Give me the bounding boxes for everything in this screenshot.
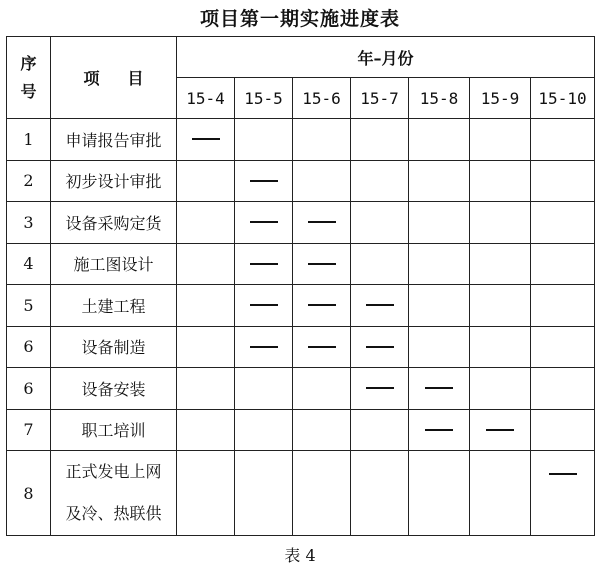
seq-header-top: 序 — [20, 53, 37, 73]
seq-header — [7, 37, 51, 119]
schedule-cell-15-6 — [293, 409, 351, 451]
row-task: 设备安装 — [51, 368, 177, 410]
schedule-cell-15-8 — [409, 285, 470, 327]
table-row — [7, 202, 595, 244]
schedule-cell-15-4 — [177, 368, 235, 410]
schedule-bar — [549, 473, 577, 475]
schedule-cell-15-6 — [293, 243, 351, 285]
schedule-cell-15-10 — [531, 285, 595, 327]
schedule-cell-15-7 — [351, 119, 409, 161]
schedule-cell-15-6 — [293, 119, 351, 161]
month-header-15-9: 15-9 — [470, 78, 531, 119]
schedule-cell-15-7 — [351, 326, 409, 368]
row-seq: 5 — [7, 285, 51, 327]
schedule-cell-15-5 — [235, 451, 293, 536]
table-row — [7, 285, 595, 327]
schedule-cell-15-4 — [177, 160, 235, 202]
schedule-cell-15-7 — [351, 451, 409, 536]
schedule-cell-15-10 — [531, 202, 595, 244]
row-task: 土建工程 — [51, 285, 177, 327]
row-seq: 4 — [7, 243, 51, 285]
schedule-cell-15-8 — [409, 202, 470, 244]
schedule-cell-15-5 — [235, 202, 293, 244]
row-task: 初步设计审批 — [51, 160, 177, 202]
item-header-a: 项 — [83, 69, 100, 88]
row-seq: 6 — [7, 326, 51, 368]
row-seq: 6 — [7, 368, 51, 410]
row-task: 职工培训 — [51, 409, 177, 451]
schedule-cell-15-4 — [177, 243, 235, 285]
schedule-cell-15-7 — [351, 202, 409, 244]
schedule-cell-15-5 — [235, 243, 293, 285]
schedule-cell-15-8 — [409, 368, 470, 410]
table-row — [7, 326, 595, 368]
schedule-cell-15-9 — [470, 285, 531, 327]
month-header-15-7: 15-7 — [351, 78, 409, 119]
schedule-cell-15-9 — [470, 409, 531, 451]
schedule-bar — [366, 387, 394, 389]
row-task: 施工图设计 — [51, 243, 177, 285]
schedule-bar — [192, 138, 220, 140]
schedule-cell-15-7 — [351, 160, 409, 202]
schedule-bar — [308, 304, 336, 306]
schedule-cell-15-4 — [177, 119, 235, 161]
schedule-cell-15-10 — [531, 160, 595, 202]
row-task-line2: 及冷、热联供 — [65, 504, 162, 523]
schedule-cell-15-10 — [531, 451, 595, 536]
schedule-cell-15-7 — [351, 243, 409, 285]
row-seq: 8 — [7, 451, 51, 536]
schedule-bar — [308, 346, 336, 348]
schedule-cell-15-10 — [531, 409, 595, 451]
period-header: 年–月份 — [177, 37, 595, 78]
schedule-bar — [425, 387, 453, 389]
schedule-cell-15-6 — [293, 368, 351, 410]
row-seq: 3 — [7, 202, 51, 244]
table-row — [7, 119, 595, 161]
schedule-bar — [250, 346, 278, 348]
schedule-cell-15-8 — [409, 326, 470, 368]
schedule-cell-15-6 — [293, 326, 351, 368]
schedule-cell-15-6 — [293, 202, 351, 244]
schedule-cell-15-10 — [531, 243, 595, 285]
schedule-cell-15-8 — [409, 243, 470, 285]
table-row — [7, 160, 595, 202]
schedule-bar — [425, 429, 453, 431]
seq-header-bottom: 号 — [20, 81, 37, 101]
table-title: 项目第一期实施进度表 — [199, 8, 400, 30]
schedule-cell-15-5 — [235, 368, 293, 410]
schedule-cell-15-5 — [235, 409, 293, 451]
month-header-15-5: 15-5 — [235, 78, 293, 119]
item-header — [51, 37, 177, 119]
month-header-15-10: 15-10 — [531, 78, 595, 119]
schedule-bar — [366, 346, 394, 348]
row-task: 设备采购定货 — [51, 202, 177, 244]
item-header-b: 目 — [127, 69, 144, 88]
schedule-cell-15-9 — [470, 451, 531, 536]
row-seq: 7 — [7, 409, 51, 451]
schedule-bar — [308, 221, 336, 223]
schedule-cell-15-5 — [235, 285, 293, 327]
schedule-cell-15-4 — [177, 451, 235, 536]
schedule-cell-15-4 — [177, 285, 235, 327]
month-header-15-6: 15-6 — [293, 78, 351, 119]
schedule-cell-15-4 — [177, 202, 235, 244]
schedule-cell-15-9 — [470, 160, 531, 202]
schedule-bar — [250, 221, 278, 223]
schedule-cell-15-6 — [293, 160, 351, 202]
schedule-cell-15-4 — [177, 409, 235, 451]
schedule-bar — [250, 263, 278, 265]
schedule-cell-15-5 — [235, 119, 293, 161]
schedule-cell-15-8 — [409, 409, 470, 451]
schedule-cell-15-6 — [293, 285, 351, 327]
table-caption: 表 4 — [284, 546, 316, 565]
month-header-15-4: 15-4 — [177, 78, 235, 119]
schedule-bar — [250, 304, 278, 306]
schedule-cell-15-7 — [351, 368, 409, 410]
row-task: 申请报告审批 — [51, 119, 177, 161]
schedule-cell-15-10 — [531, 368, 595, 410]
schedule-cell-15-10 — [531, 119, 595, 161]
row-task-line1: 正式发电上网 — [65, 462, 162, 481]
schedule-cell-15-9 — [470, 326, 531, 368]
schedule-bar — [486, 429, 514, 431]
table-row — [7, 451, 595, 536]
row-seq: 1 — [7, 119, 51, 161]
schedule-bar — [308, 263, 336, 265]
schedule-cell-15-9 — [470, 202, 531, 244]
schedule-cell-15-10 — [531, 326, 595, 368]
row-task — [51, 451, 177, 536]
schedule-cell-15-7 — [351, 409, 409, 451]
schedule-cell-15-5 — [235, 326, 293, 368]
schedule-bar — [366, 304, 394, 306]
schedule-cell-15-8 — [409, 119, 470, 161]
schedule-bar — [250, 180, 278, 182]
table-row — [7, 409, 595, 451]
table-row — [7, 243, 595, 285]
schedule-cell-15-4 — [177, 326, 235, 368]
schedule-cell-15-8 — [409, 160, 470, 202]
row-task: 设备制造 — [51, 326, 177, 368]
schedule-table — [6, 36, 595, 536]
row-seq: 2 — [7, 160, 51, 202]
table-row — [7, 368, 595, 410]
schedule-cell-15-8 — [409, 451, 470, 536]
schedule-cell-15-9 — [470, 119, 531, 161]
task-body — [7, 119, 595, 536]
schedule-cell-15-6 — [293, 451, 351, 536]
month-header-15-8: 15-8 — [409, 78, 470, 119]
schedule-cell-15-7 — [351, 285, 409, 327]
schedule-cell-15-9 — [470, 368, 531, 410]
schedule-cell-15-9 — [470, 243, 531, 285]
schedule-cell-15-5 — [235, 160, 293, 202]
